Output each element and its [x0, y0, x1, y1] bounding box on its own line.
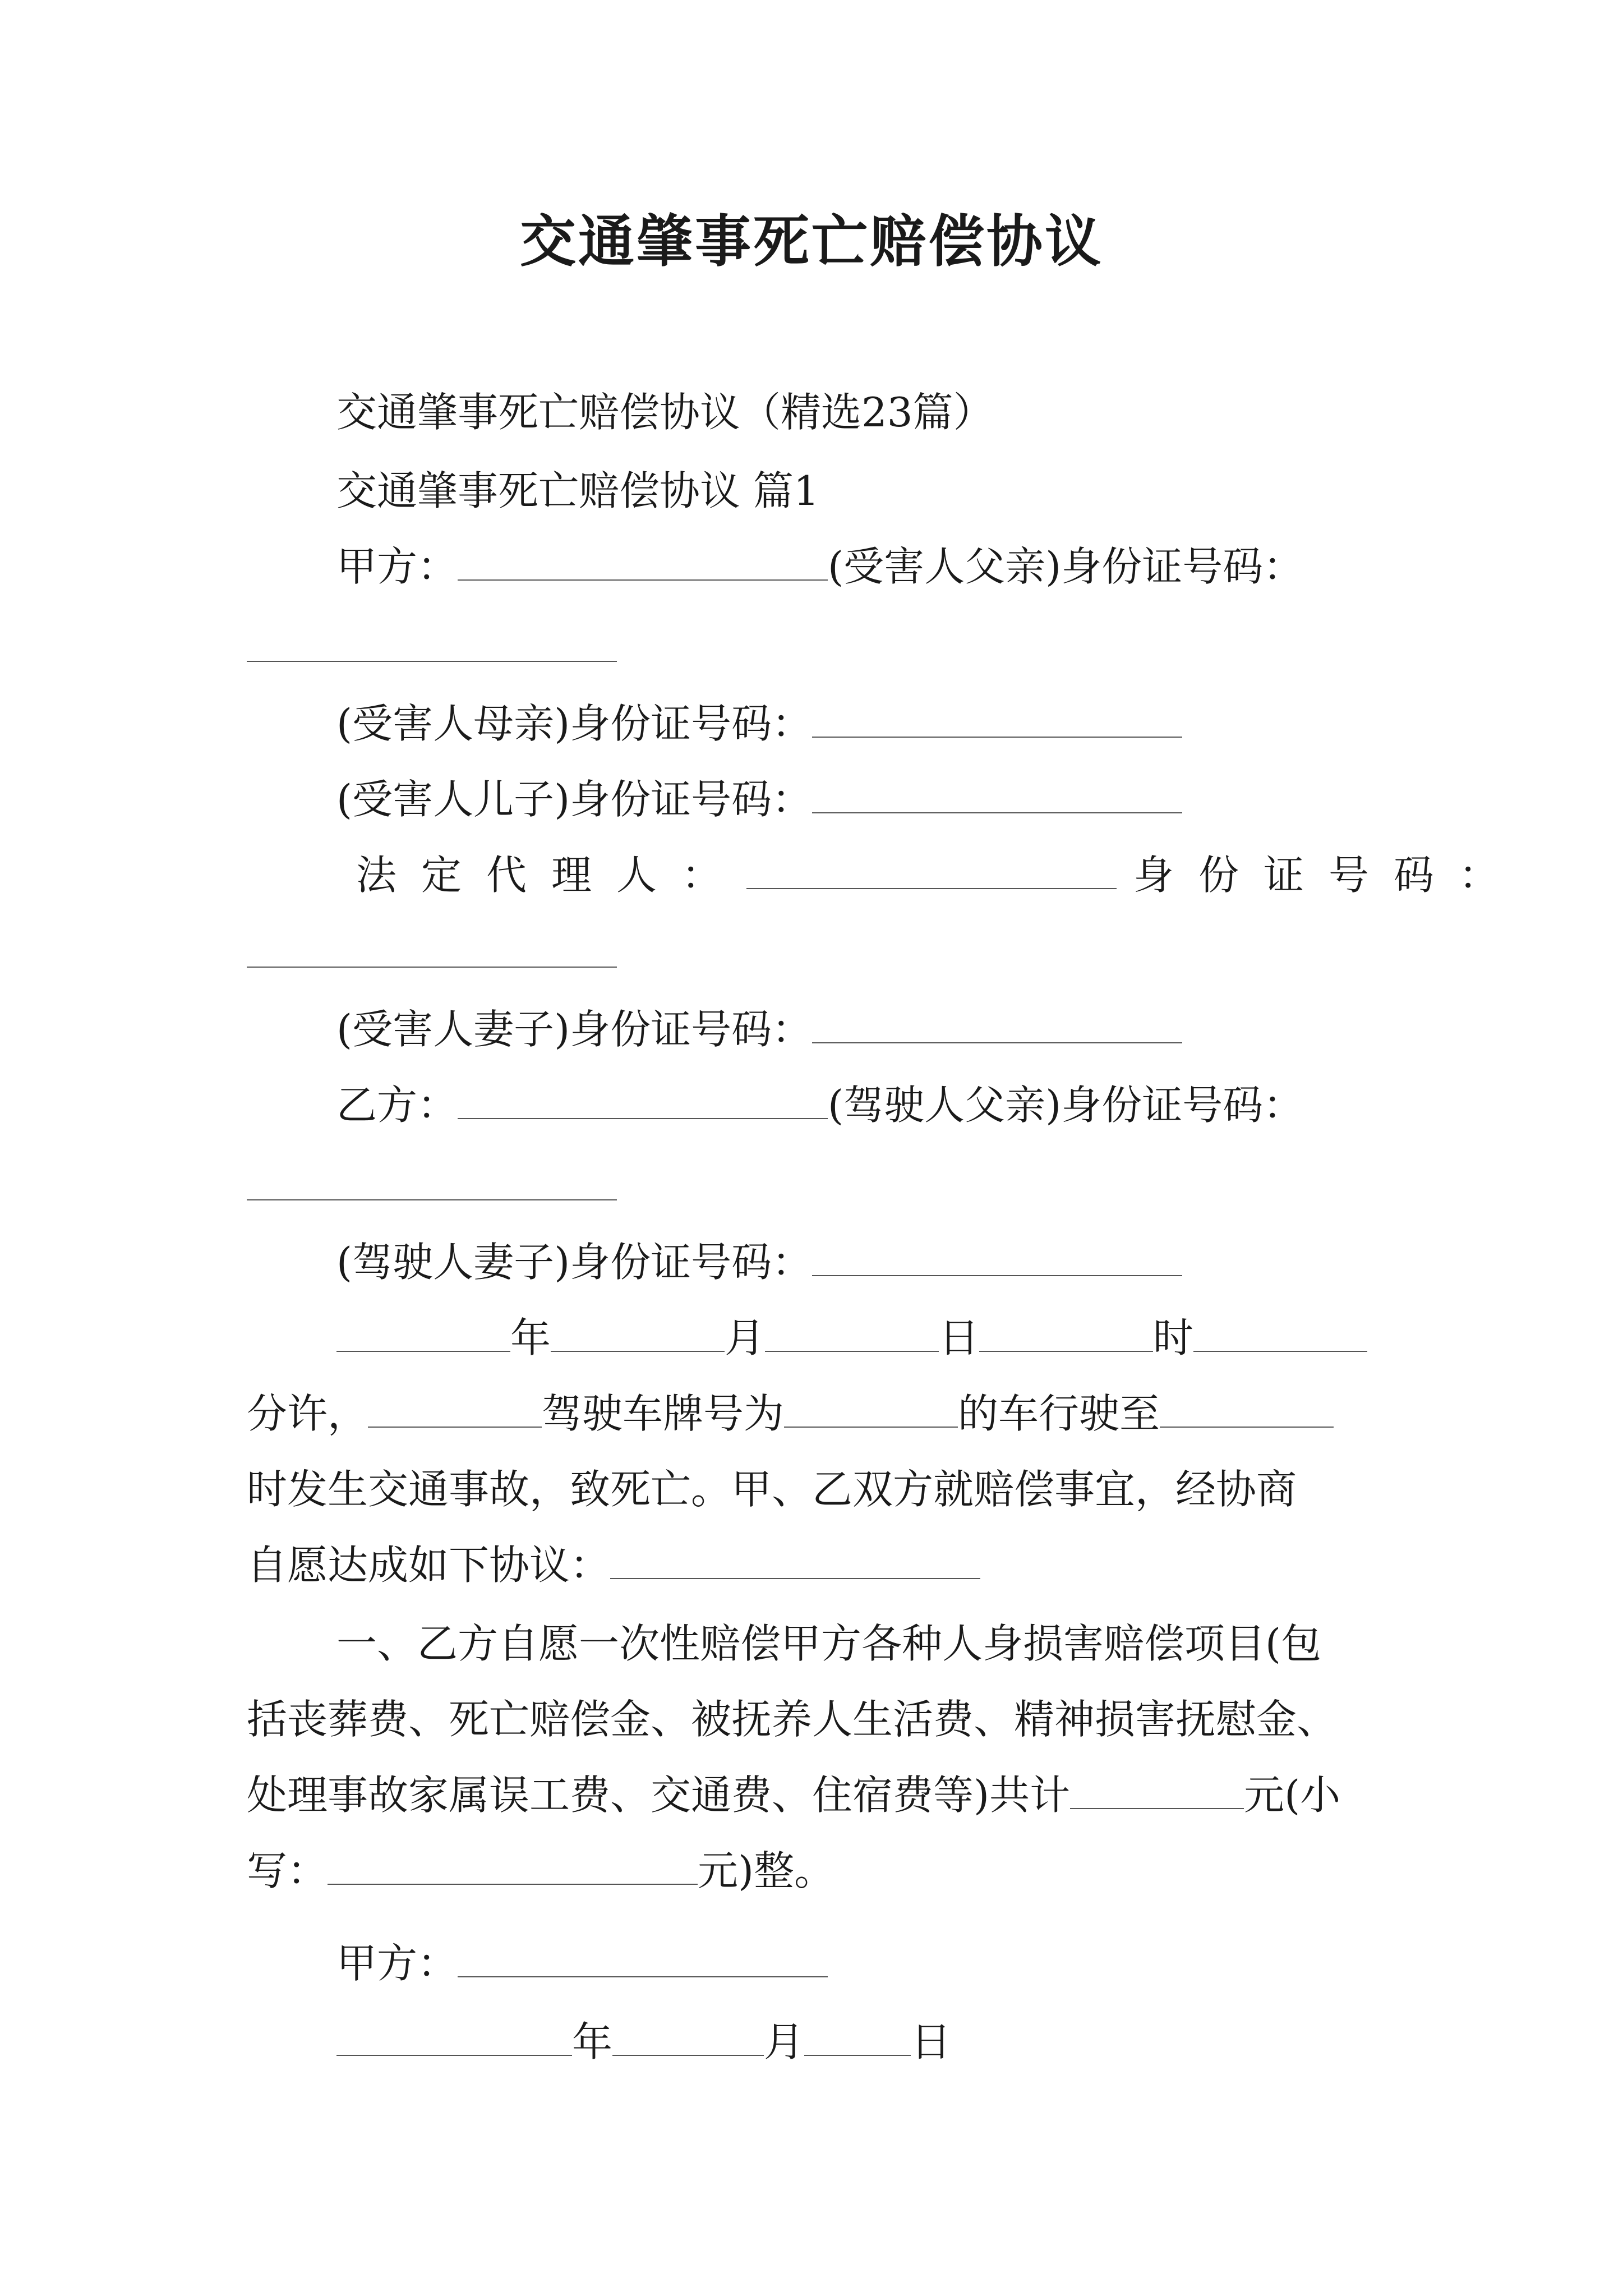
drive-to-label: 的车行驶至: [958, 1390, 1160, 1437]
victim-son-id-field[interactable]: [812, 779, 1182, 813]
subtitle: 交通肇事死亡赔偿协议（精选23篇）: [336, 389, 994, 436]
location-field[interactable]: [1160, 1393, 1334, 1428]
signature-day-field[interactable]: [804, 2021, 911, 2056]
party-b-father-id-field[interactable]: [247, 1199, 617, 1200]
victim-son-id-label: (受害人儿子)身份证号码：: [336, 776, 813, 823]
party-a-father-id-field[interactable]: [247, 661, 617, 662]
party-b-name-field[interactable]: [458, 1084, 828, 1119]
party-b-label: 乙方：: [336, 1082, 458, 1129]
driver-plate-label: 驾驶车牌号为: [542, 1390, 785, 1437]
plate-number-field[interactable]: [784, 1393, 958, 1428]
signature-month-label: 月: [764, 2018, 805, 2065]
victim-mother-id-label: (受害人母亲)身份证号码：: [336, 700, 813, 747]
legal-agent-line: [356, 847, 1524, 903]
year-label: 年: [510, 1314, 551, 1361]
legal-agent-label: 法定代理人：: [356, 852, 747, 899]
victim-wife-line: [336, 1001, 1182, 1057]
signature-party-a-line: [336, 1935, 828, 1991]
total-amount-field[interactable]: [1070, 1774, 1244, 1809]
party-a-label: 甲方：: [336, 543, 458, 590]
victim-mother-line: [336, 696, 1182, 752]
party-a-line: [336, 539, 1303, 595]
signature-date-line: [336, 2014, 951, 2070]
driver-wife-id-label: (驾驶人妻子)身份证号码：: [336, 1239, 813, 1286]
signature-party-a-field[interactable]: [458, 1943, 828, 1977]
driver-name-field[interactable]: [368, 1393, 542, 1428]
hour-label: 时: [1153, 1314, 1194, 1361]
driver-wife-line: [336, 1234, 1182, 1290]
driver-wife-id-field[interactable]: [812, 1241, 1182, 1276]
party-b-father-id-label: (驾驶人父亲)身份证号码：: [828, 1082, 1304, 1129]
clause1-line3: [247, 1767, 1340, 1823]
victim-son-line: [336, 771, 1182, 827]
minute-label: 分许，: [247, 1390, 368, 1437]
clause1-line1: 一、乙方自愿一次性赔偿甲方各种人身损害赔偿项目(包: [336, 1620, 1322, 1667]
signature-year-label: 年: [572, 2018, 613, 2065]
clause1-yuan-label: 元(小: [1244, 1772, 1341, 1819]
incident-hour-field[interactable]: [979, 1317, 1153, 1352]
incident-day-field[interactable]: [765, 1317, 939, 1352]
party-b-line: [336, 1077, 1303, 1133]
incident-month-field[interactable]: [551, 1317, 725, 1352]
signature-year-field[interactable]: [336, 2021, 572, 2056]
day-label: 日: [939, 1314, 980, 1361]
victim-mother-id-field[interactable]: [812, 703, 1182, 738]
document-title: 交通肇事死亡赔偿协议: [520, 208, 1103, 274]
clause1-line2: 括丧葬费、死亡赔偿金、被抚养人生活费、精神损害抚慰金、: [247, 1696, 1338, 1743]
incident-text-line: 时发生交通事故，致死亡。甲、乙双方就赔偿事宜，经协商: [247, 1466, 1297, 1513]
incident-year-field[interactable]: [336, 1317, 510, 1352]
incident-minute-field[interactable]: [1193, 1317, 1367, 1352]
clause1-total-label: 处理事故家属误工费、交通费、住宿费等)共计: [247, 1772, 1071, 1819]
victim-wife-id-field[interactable]: [812, 1009, 1182, 1043]
agreement-intro-label: 自愿达成如下协议：: [247, 1542, 611, 1589]
signature-day-label: 日: [911, 2018, 952, 2065]
legal-agent-name-field[interactable]: [746, 854, 1117, 889]
section-heading: 交通肇事死亡赔偿协议 篇1: [336, 467, 819, 514]
legal-agent-id-label: 身份证号码：: [1133, 852, 1524, 899]
victim-wife-id-label: (受害人妻子)身份证号码：: [336, 1006, 813, 1053]
signature-month-field[interactable]: [612, 2021, 764, 2056]
amount-lowercase-field[interactable]: [328, 1850, 698, 1885]
party-a-name-field[interactable]: [458, 546, 828, 581]
agreement-intro-field[interactable]: [610, 1544, 980, 1579]
clause1-lowercase-label: 写：: [247, 1847, 328, 1894]
incident-vehicle-line: [247, 1386, 1334, 1442]
agreement-intro-line: [247, 1537, 980, 1593]
clause1-end-label: 元)整。: [698, 1847, 835, 1894]
party-a-father-id-label: (受害人父亲)身份证号码：: [828, 543, 1304, 590]
clause1-line4: [247, 1843, 834, 1899]
legal-agent-id-field[interactable]: [247, 967, 617, 968]
signature-party-a-label: 甲方：: [336, 1940, 458, 1987]
month-label: 月: [725, 1314, 766, 1361]
incident-date-line: [336, 1310, 1367, 1366]
